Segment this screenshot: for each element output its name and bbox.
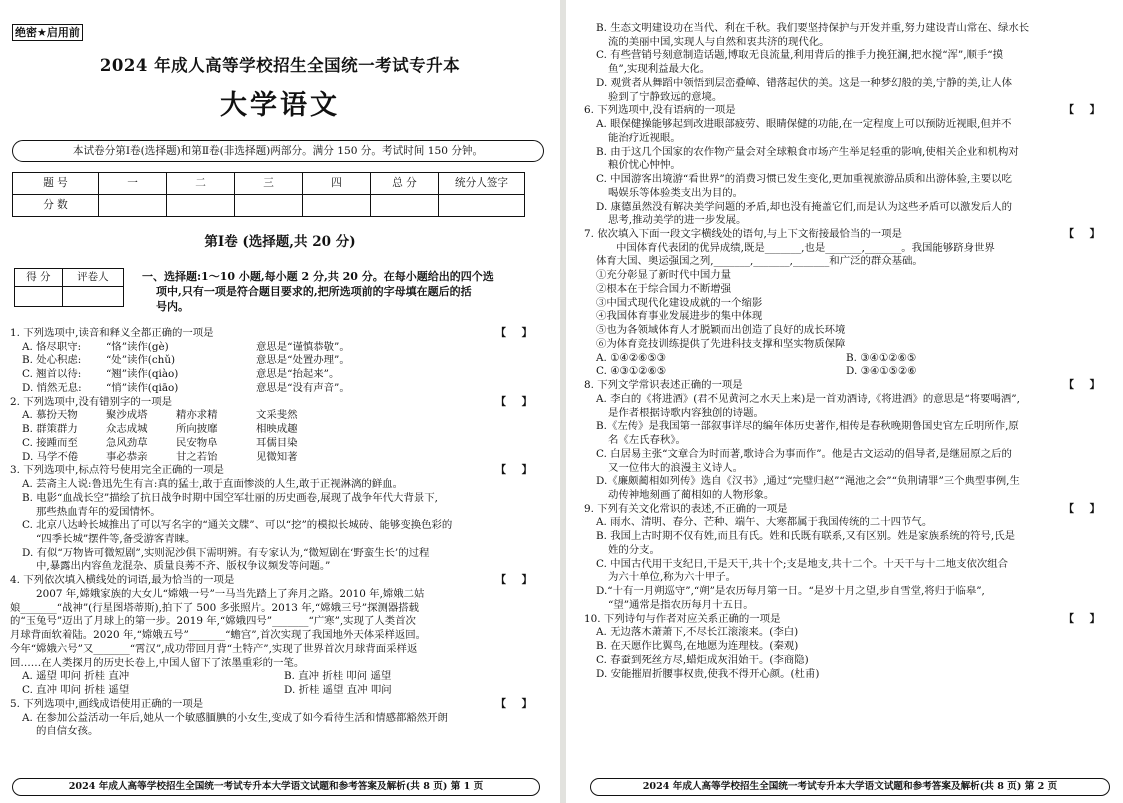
passage-line: 娘_______“战神”(行星图塔蒂斯),拍下了 500 多张照片。2013 年,“嫦娥三号”探测器搭载 xyxy=(10,601,420,614)
option-line: 喝娱乐等体验类支出为目的。 xyxy=(608,186,744,199)
option-line: 验到了宁静致远的意境。 xyxy=(608,90,723,103)
passage-line: 2007 年,嫦娥家族的大女儿“嫦娥一号”一马当先踏上了奔月之路。2010 年,嫦娥二姑 xyxy=(36,587,425,600)
exam-page-2 xyxy=(566,0,1123,803)
instructions-line: 一、选择题:1～10 小题,每小题 2 分,共 20 分。在每小题给出的四个选 xyxy=(142,270,494,283)
passage-line: 的“玉兔号”迈出了月球上的第一步。2019 年,“嫦娥四号”_______“广寒”,实现了人类首次 xyxy=(10,615,416,628)
option-line: 姓的分支。 xyxy=(608,543,660,556)
option-row: D. 悄然无息: “悄”读作(qiāo) 意思是“没有声音”。 xyxy=(22,381,350,394)
answer-bracket[interactable]: 【 】 xyxy=(495,574,532,587)
option-line: B. 我国上古时期不仅有姓,而且有氏。姓和氏既有联系,又有区别。姓是家族系统的符号,氏是 xyxy=(596,530,1015,543)
option-row: C. 直冲 叩问 折桂 遥望 D. 折桂 遥望 直冲 叩问 xyxy=(22,684,392,697)
option-line: B. 由于这几个国家的农作物产量会对全球粮食市场产生举足轻重的影响,使相关企业和机构对 xyxy=(596,145,1019,158)
answer-bracket[interactable]: 【 】 xyxy=(495,697,532,710)
grader-box xyxy=(14,268,124,307)
score-row-label: 分 数 xyxy=(13,195,99,217)
question-1 xyxy=(10,327,538,396)
question-3 xyxy=(10,464,538,574)
question-stem: 8. 下列文学常识表述正确的一项是 xyxy=(584,379,743,392)
score-input-cell[interactable] xyxy=(167,195,235,217)
score-table-header-row xyxy=(13,173,525,195)
answer-bracket[interactable]: 【 】 xyxy=(1063,228,1100,241)
question-9 xyxy=(584,502,1106,613)
score-cell: 二 xyxy=(167,173,235,195)
option-line: A. 在参加公益活动一年后,她从一个敏感腼腆的小女生,变成了如今看待生活和情感都豁然开朗 xyxy=(22,711,448,724)
exam-title: 2024 年成人高等学校招生全国统一考试专升本 xyxy=(99,56,461,75)
grader-header: 得 分 xyxy=(15,269,63,287)
option-line: C. 有些营销号刻意制造话题,博取无良流量,利用背后的推手力挽狂澜,把水搅“浑”,顺手“摸 xyxy=(596,49,1004,62)
option-line: C. 中国古代用干支纪日,干是天干,共十个;支是地支,共十二个。十天干与十二地支依次组合 xyxy=(596,557,1009,570)
question-stem: 9. 下列有关文化常识的表述,不正确的一项是 xyxy=(584,502,788,515)
option-line: “四季长城”摆件等,备受游客青睐。 xyxy=(36,533,196,546)
option-line: 粮价忧心忡忡。 xyxy=(608,159,681,172)
question-stem: 3. 下列选项中,标点符号使用完全正确的一项是 xyxy=(10,464,224,477)
grader-header: 评卷人 xyxy=(62,269,123,287)
answer-bracket[interactable]: 【 】 xyxy=(1063,502,1100,515)
option-line: A. 芸斋主人说:鲁迅先生有言:真的猛士,敢于直面惨淡的人生,敢于正视淋漓的鲜血。 xyxy=(22,478,403,491)
option-line: C. 中国游客出境游“看世界”的消费习惯已发生变化,更加重视旅游品质和出游体验,主要以吃 xyxy=(596,173,1012,186)
question-4 xyxy=(10,574,538,698)
option-line: 那些热血青年的爱国情怀。 xyxy=(36,505,161,518)
option-line: 名《左氏春秋》。 xyxy=(608,434,686,447)
option-line: C. 北京八达岭长城推出了可以写名字的“通关文牒”、可以“挖”的模拟长城砖、能够变换色彩的 xyxy=(22,519,453,532)
question-stem: 7. 依次填入下面一段文字横线处的语句,与上下文衔接最恰当的一项是 xyxy=(584,228,902,241)
option-row: C. 翘首以待: “翘”读作(qiào) 意思是“抬起来”。 xyxy=(22,368,340,381)
exam-page-1 xyxy=(0,0,560,803)
score-table xyxy=(12,172,525,217)
answer-bracket[interactable]: 【 】 xyxy=(495,395,532,408)
option-line: B. 电影“血战长空”描绘了抗日战争时期中国空军壮丽的历史画卷,展现了战争年代大背景下, xyxy=(22,491,438,504)
score-table-score-row xyxy=(13,195,525,217)
option-line: 流的美丽中国,实现人与自然和衷共济的现代化。 xyxy=(608,35,830,48)
passage-line: 中国体育代表团的优异成绩,既是_______,也是_______,_______。我国能够跻身世界 xyxy=(616,241,995,254)
option-row: D. 马学不倦 事必恭亲 甘之若饴 见微知著 xyxy=(22,450,298,463)
score-input-cell[interactable] xyxy=(371,195,439,217)
option-line: C. 白居易主张“文章合为时而著,歌诗合为事而作”。他是古文运动的倡导者,是继屈原之后的 xyxy=(596,447,1012,460)
sentence-item: ④我国体育事业发展进步的集中体现 xyxy=(596,310,763,323)
question-stem: 5. 下列选项中,画线成语使用正确的一项是 xyxy=(10,697,204,710)
option-row: A. 恪尽职守: “恪”读作(gè) 意思是“谨慎恭敬”。 xyxy=(22,340,350,353)
option-line: 中,暴露出内容鱼龙混杂、质量良莠不齐、版权争议频发等问题。” xyxy=(36,560,331,573)
option-line: 为六十单位,称为六十甲子。 xyxy=(608,571,736,584)
passage-line: 回……在人类探月的历史长卷上,中国人留下了浓墨重彩的一笔。 xyxy=(10,656,305,669)
option-line: “望”通常是指农历每月十五日。 xyxy=(608,598,754,611)
score-cell: 一 xyxy=(99,173,167,195)
option-row: C. ④③①②⑥⑤ D. ③④①⑤②⑥ xyxy=(596,365,917,378)
score-input-cell[interactable] xyxy=(439,195,525,217)
option-row: B. 群策群力 众志成城 所向披靡 相映成趣 xyxy=(22,423,298,436)
sentence-item: ⑥为体育竞技训练提供了先进科技支撑和坚实物质保障 xyxy=(596,337,846,350)
question-stem: 6. 下列选项中,没有语病的一项是 xyxy=(584,104,736,117)
question-7 xyxy=(584,228,1106,379)
question-stem: 10. 下列诗句与作者对应关系正确的一项是 xyxy=(584,612,781,625)
option-row: A. 遥望 叩问 折桂 直冲 B. 直冲 折桂 叩问 遥望 xyxy=(22,670,392,683)
option-row: B. 处心积虑: “处”读作(chǔ) 意思是“处置办理”。 xyxy=(22,354,350,367)
instructions-line: 号内。 xyxy=(156,299,189,313)
confidential-label: 绝密★启用前 xyxy=(12,24,83,41)
exam-notice: 本试卷分第Ⅰ卷(选择题)和第Ⅱ卷(非选择题)两部分。满分 150 分。考试时间 150 分钟。 xyxy=(12,140,544,162)
score-cell: 题 号 xyxy=(13,173,99,195)
option-line: D. 康德虽然没有解决美学问题的矛盾,却也没有掩盖它们,而是认为这些矛盾可以激发后人的 xyxy=(596,200,1013,213)
score-cell: 三 xyxy=(235,173,303,195)
question-8 xyxy=(584,379,1106,503)
score-cell: 四 xyxy=(303,173,371,195)
score-cell: 统分人签字 xyxy=(439,173,525,195)
option-line: B. 生态文明建设功在当代、利在千秋。我们要坚持保护与开发并重,努力建设青山常在、绿水长 xyxy=(596,22,1030,34)
answer-bracket[interactable]: 【 】 xyxy=(1063,379,1100,392)
score-input-cell[interactable] xyxy=(303,195,371,217)
page-footer: 2024 年成人高等学校招生全国统一考试专升本大学语文试题和参考答案及解析(共 8 页) 第 1 页 xyxy=(12,778,540,796)
option-line: C. 春蚕到死丝方尽,蜡炬成灰泪始干。(李商隐) xyxy=(596,653,809,666)
option-line: B.《左传》是我国第一部叙事详尽的编年体历史著作,相传是春秋晚期鲁国史官左丘明所作,原 xyxy=(596,420,1019,433)
option-line: D. 有似“万物皆可微短剧”,实则泥沙俱下需明辨。有专家认为,“微短剧在‘野蛮生长’的过程 xyxy=(22,546,430,559)
grader-score-cell[interactable] xyxy=(15,287,63,307)
questions-right xyxy=(584,22,1106,681)
question-stem: 2. 下列选项中,没有错别字的一项是 xyxy=(10,395,172,408)
question-5-continued xyxy=(596,22,1106,104)
option-row: A. ①④②⑥⑤③ B. ③④①②⑥⑤ xyxy=(596,351,917,364)
passage-line: 月球背面软着陆。2020 年,“嫦娥五号”_______“蟾宫”,首次实现了我国地外天体采样返回。 xyxy=(10,629,427,642)
question-5 xyxy=(10,698,538,739)
option-line: B. 在天愿作比翼鸟,在地愿为连理枝。(秦观) xyxy=(596,640,799,653)
passage-line: 今年“嫦娥六号”又_______“霄汉”,成功带回月背“土特产”,实现了世界首次月球背面采样返 xyxy=(10,642,418,655)
option-line: 是作者根据诗歌内容独创的诗题。 xyxy=(608,406,764,419)
option-line: A. 眼保健操能够起到改进眼部疲劳、眼睛保健的功能,在一定程度上可以预防近视眼,但并不 xyxy=(596,118,1012,131)
option-line: D. 观赏者从舞蹈中领悟到层峦叠嶂、错落起伏的美。这是一种梦幻般的美,宁静的美,让人体 xyxy=(596,76,1013,89)
option-line: 能治疗近视眼。 xyxy=(608,131,681,144)
question-2 xyxy=(10,396,538,465)
question-6 xyxy=(584,104,1106,228)
option-line: A. 无边落木萧萧下,不尽长江滚滚来。(李白) xyxy=(596,626,799,639)
questions-left xyxy=(10,327,538,739)
question-10 xyxy=(584,612,1106,682)
section-instructions xyxy=(142,270,527,315)
score-input-cell[interactable] xyxy=(235,195,303,217)
option-line: A. 李白的《将进酒》(君不见黄河之水天上来)是一首劝酒诗,《将进酒》的意思是“将要喝酒”, xyxy=(596,392,1020,405)
option-line: D.《廉颇蔺相如列传》选自《汉书》,通过“完璧归赵”“渑池之会”“负荆请罪”三个典型事例,生 xyxy=(596,475,1020,488)
passage-line: 体育大国、奥运强国之列,_______,_______,_______和广泛的群众基础。 xyxy=(596,255,923,268)
option-line: D. 安能摧眉折腰事权贵,使我不得开心颜。(杜甫) xyxy=(596,667,820,680)
sentence-item: ③中国式现代化建设成就的一个缩影 xyxy=(596,296,763,309)
sentence-item: ②根本在于综合国力不断增强 xyxy=(596,282,732,295)
option-line: 动传神地刻画了蔺相如的人物形象。 xyxy=(608,488,775,501)
grader-name-cell[interactable] xyxy=(62,287,123,307)
volume-1-title: 第Ⅰ卷 (选择题,共 20 分) xyxy=(204,234,356,250)
answer-bracket[interactable]: 【 】 xyxy=(1063,104,1100,117)
option-row: A. 慕扮天物 聚沙成塔 精亦求精 文采斐然 xyxy=(22,409,298,422)
sentence-item: ⑤也为各领域体育人才脱颖而出创造了良好的成长环境 xyxy=(596,324,846,337)
question-stem: 4. 下列依次填入横线处的词语,最为恰当的一项是 xyxy=(10,574,235,587)
option-row: C. 接踵而至 急风劲草 民安物阜 耳儒目染 xyxy=(22,436,298,449)
sentence-item: ①充分彰显了新时代中国力量 xyxy=(596,269,732,282)
option-line: 又一位伟大的浪漫主义诗人。 xyxy=(608,461,744,474)
score-input-cell[interactable] xyxy=(99,195,167,217)
question-stem: 1. 下列选项中,读音和释义全都正确的一项是 xyxy=(10,327,214,339)
answer-bracket[interactable]: 【 】 xyxy=(495,464,532,477)
instructions-line: 项中,只有一项是符合题目要求的,把所选项前的字母填在题后的括 xyxy=(156,284,472,298)
option-line: 鱼”,实现利益最大化。 xyxy=(608,63,711,76)
option-line: 思考,推动美学的进一步发展。 xyxy=(608,214,747,227)
option-line: D.“十有一月朔巡守”,“朔”是农历每月第一日。“是岁十月之望,步自雪堂,将归于临皋”, xyxy=(596,585,985,598)
subject-title: 大学语文 xyxy=(220,90,340,121)
option-line: 的自信女孩。 xyxy=(36,725,99,738)
score-cell: 总 分 xyxy=(371,173,439,195)
answer-bracket[interactable]: 【 】 xyxy=(1063,612,1100,625)
answer-bracket[interactable]: 【 】 xyxy=(495,327,532,339)
page-footer: 2024 年成人高等学校招生全国统一考试专升本大学语文试题和参考答案及解析(共 8 页) 第 2 页 xyxy=(590,778,1110,796)
option-line: A. 雨水、清明、春分、芒种、端午、大寒都属于我国传统的二十四节气。 xyxy=(596,516,933,529)
